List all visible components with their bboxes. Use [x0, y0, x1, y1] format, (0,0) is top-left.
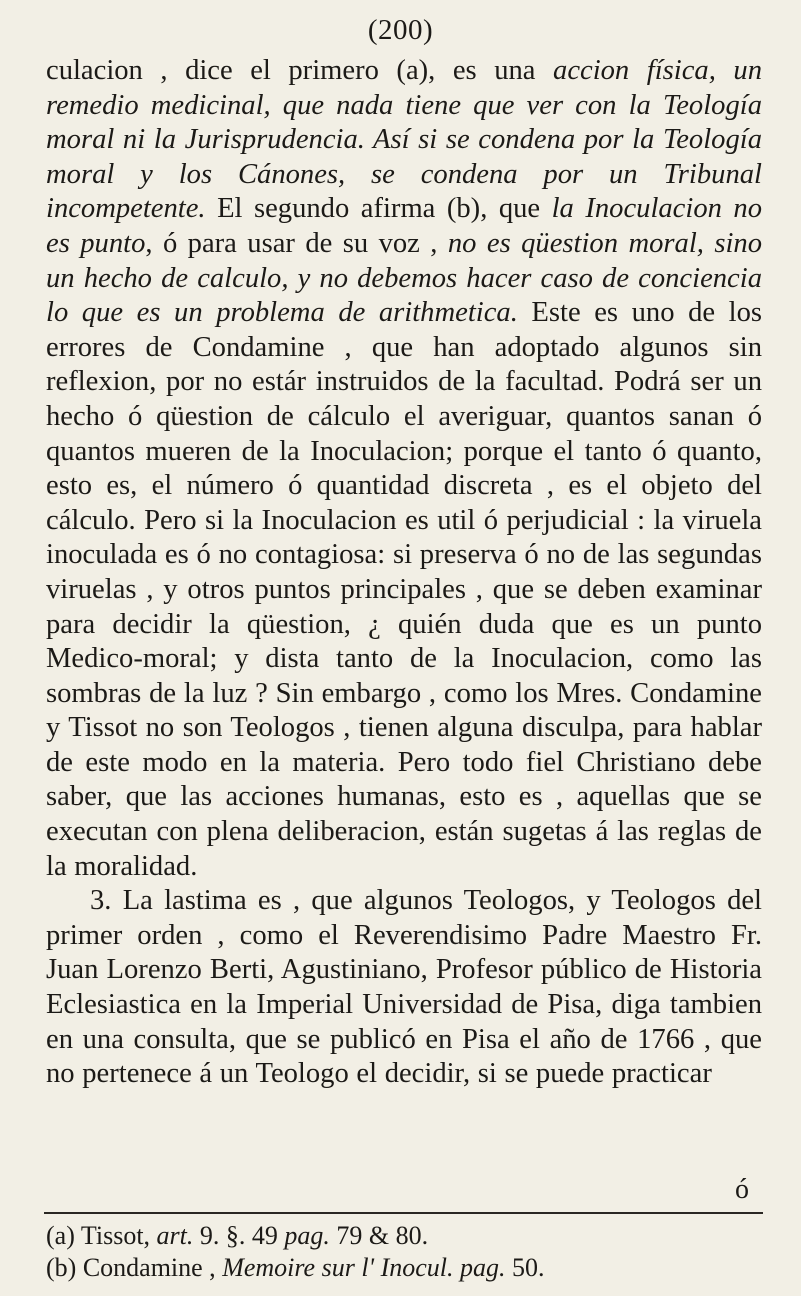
text-run: 3. La lastima es , que algunos Teologos, y Teologos del primer orden , como el Reverendisimo Padre Maestro Fr. Juan Lorenzo Berti, Agustiniano, Profesor público de Historia Eclesiastica en la Imperial Universidad de Pisa, diga tambien en una consulta, que se publicó en Pisa el año de 1766 , que no pertenece á un Teologo el decidir, si se puede practicar — [46, 885, 762, 1090]
footnote-a — [46, 1220, 762, 1252]
italic-run: art. — [156, 1221, 194, 1250]
paragraph-2 — [46, 884, 762, 1092]
text-run: , ó para usar de su voz , — [145, 227, 448, 259]
paragraph-1 — [46, 54, 762, 884]
catchword: ó — [735, 1174, 749, 1205]
text-run: 9. §. 49 — [193, 1221, 285, 1250]
italic-run: Memoire sur l' Inocul. pag. — [222, 1253, 506, 1282]
italic-run: accion física, un remedio medicinal, que nada tiene que ver con la Teología moral ni la Jurisprudencia. Así si se condena por la Teología moral y los Cánones, se condena por un Tribunal incompetente. — [46, 55, 762, 225]
text-run: culacion , dice el primero (a), es una — [46, 55, 554, 86]
text-run: (b) Condamine , — [46, 1253, 223, 1282]
italic-run: la Inoculacion no es punto — [46, 193, 762, 259]
footnote-rule — [44, 1212, 763, 1214]
footnote-b — [46, 1252, 762, 1284]
body-text — [46, 54, 762, 1092]
text-run: El segundo afirma (b), que — [205, 193, 552, 225]
text-run: 50. — [505, 1253, 545, 1282]
text-run: 79 & 80. — [329, 1221, 429, 1250]
text-run: Este es uno de los errores de Condamine , que han adoptado algunos sin reflexion, por no estár instruidos de la facultad. Podrá ser un hecho ó qüestion de cálculo el averiguar, quantos sanan ó quantos mueren de la Inoculacion; porque el tanto ó quanto, esto es, el número ó quantidad discreta , es el objeto del cálculo. Pero si la Inoculacion es util ó perjudicial : la viruela inoculada es ó no contagiosa: si preserva ó no de las segundas viruelas , y otros puntos principales , que se deben examinar para decidir la qüestion, ¿ quién duda que es un punto Medico-moral; y dista tanto de la Inoculacion, como las sombras de la luz ? Sin embargo , como los Mres. Condamine y Tissot no son Teologos , tienen alguna disculpa, para hablar de este modo en la materia. Pero todo fiel Christiano debe saber, que las acciones humanas, esto es , aquellas que se executan con plena deliberacion, están sugetas á las reglas de la moralidad. — [46, 297, 762, 882]
italic-run: no es qüestion moral, sino un hecho de calculo, y no debemos hacer caso de conciencia lo que es un problema de arithmetica. — [46, 227, 762, 329]
italic-run: pag. — [284, 1221, 330, 1250]
text-run: (a) Tissot, — [46, 1221, 157, 1250]
page-number: (200) — [367, 14, 434, 46]
footnotes — [46, 1220, 762, 1284]
